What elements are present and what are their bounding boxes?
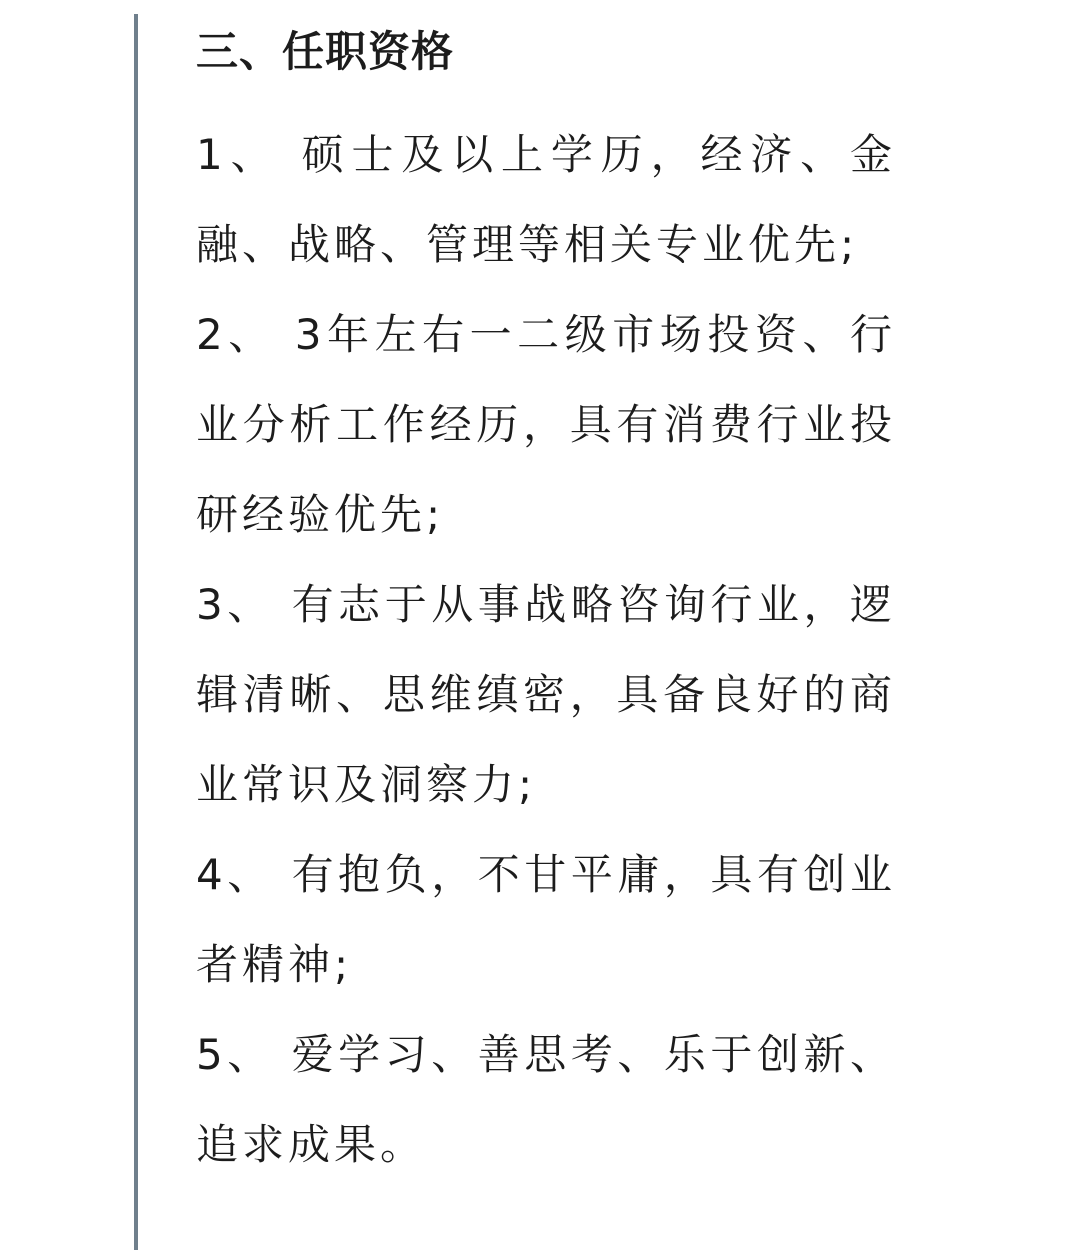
section-heading: 三、任职资格 — [196, 27, 455, 76]
qualifications-section — [196, 20, 896, 1190]
blockquote-bar — [134, 14, 138, 1250]
qualification-item-3: 3、 有志于从事战略咨询行业，逻辑清晰、思维缜密，具备良好的商业常识及洞察力; — [196, 580, 896, 809]
qualification-item-1: 1、 硕士及以上学历，经济、金融、战略、管理等相关专业优先; — [196, 130, 896, 269]
qualification-item-2: 2、 3年左右一二级市场投资、行业分析工作经历，具有消费行业投研经验优先; — [196, 310, 896, 539]
qualification-item-5: 5、 爱学习、善思考、乐于创新、追求成果。 — [196, 1030, 896, 1169]
qualification-item-4: 4、 有抱负，不甘平庸，具有创业者精神; — [196, 850, 896, 989]
